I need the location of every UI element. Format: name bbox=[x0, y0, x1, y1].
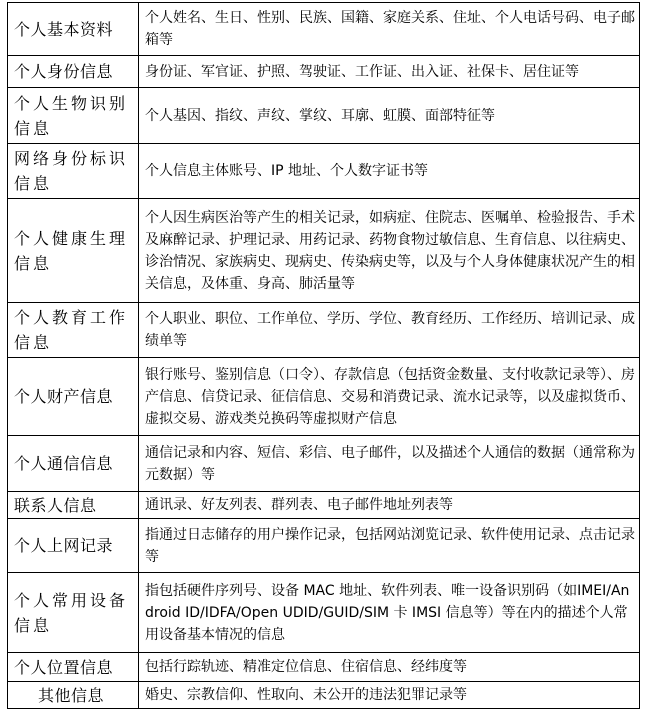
table-row bbox=[8, 573, 640, 653]
table-row bbox=[8, 88, 640, 144]
category-cell bbox=[8, 492, 139, 519]
description-cell bbox=[139, 519, 640, 573]
category-cell bbox=[8, 199, 139, 303]
description-text: 身份证、军官证、护照、驾驶证、工作证、出入证、社保卡、居住证等 bbox=[145, 63, 579, 80]
description-cell bbox=[139, 199, 640, 303]
category-label: 个人健康生理信息 bbox=[14, 228, 129, 273]
category-cell bbox=[8, 3, 139, 56]
category-cell bbox=[8, 682, 139, 709]
description-text: 个人基因、指纹、声纹、掌纹、耳廓、虹膜、面部特征等 bbox=[145, 107, 495, 124]
description-cell bbox=[139, 358, 640, 436]
category-cell bbox=[8, 519, 139, 573]
description-cell bbox=[139, 88, 640, 144]
description-text: 指包括硬件序列号、设备 MAC 地址、软件列表、唯一设备识别码（如IMEI/Android ID/IDFA/Open UDID/GUID/SIM 卡 IMSI 信息等）等在内的描述个人常用设备基本情况的信息 bbox=[145, 582, 630, 643]
description-cell bbox=[139, 492, 640, 519]
description-text: 指通过日志储存的用户操作记录，包括网站浏览记录、软件使用记录、点击记录等 bbox=[145, 526, 635, 565]
description-cell bbox=[139, 3, 640, 56]
description-cell bbox=[139, 303, 640, 358]
description-cell bbox=[139, 653, 640, 682]
category-label: 个人生物识别信息 bbox=[14, 93, 129, 138]
description-text: 个人职业、职位、工作单位、学历、学位、教育经历、工作经历、培训记录、成绩单等 bbox=[145, 311, 635, 349]
description-cell bbox=[139, 573, 640, 653]
description-text: 包括行踪轨迹、精准定位信息、住宿信息、经纬度等 bbox=[145, 659, 467, 675]
personal-info-table-container bbox=[7, 2, 639, 709]
description-cell bbox=[139, 56, 640, 88]
description-text: 个人信息主体账号、IP 地址、个人数字证书等 bbox=[145, 163, 429, 179]
category-cell bbox=[8, 88, 139, 144]
description-text: 个人因生病医治等产生的相关记录，如病症、住院志、医嘱单、检验报告、手术及麻醉记录、护理记录、用药记录、药物食物过敏信息、生育信息、以往病史、诊治情况、家族病史、现病史、传染病史等，以及与个人身体健康状况产生的相关信息，及体重、身高、肺活量等 bbox=[145, 209, 635, 292]
category-label: 个人教育工作信息 bbox=[14, 308, 129, 352]
table-row bbox=[8, 519, 640, 573]
category-cell bbox=[8, 303, 139, 358]
description-cell bbox=[139, 682, 640, 709]
table-row bbox=[8, 436, 640, 492]
category-label: 个人通信信息 bbox=[14, 454, 114, 473]
description-cell bbox=[139, 436, 640, 492]
description-text: 通信记录和内容、短信、彩信、电子邮件，以及描述个人通信的数据（通常称为元数据）等 bbox=[145, 444, 635, 483]
category-label: 个人基本资料 bbox=[14, 19, 114, 39]
category-label: 个人位置信息 bbox=[14, 657, 114, 677]
table-row bbox=[8, 199, 640, 303]
description-text: 通讯录、好友列表、群列表、电子邮件地址列表等 bbox=[145, 497, 453, 513]
category-label: 联系人信息 bbox=[14, 495, 97, 515]
table-row bbox=[8, 56, 640, 88]
table-row bbox=[8, 492, 640, 519]
table-row bbox=[8, 144, 640, 199]
category-label: 个人身份信息 bbox=[14, 62, 114, 81]
table-row bbox=[8, 358, 640, 436]
category-cell bbox=[8, 56, 139, 88]
description-text: 婚史、宗教信仰、性取向、未公开的违法犯罪记录等 bbox=[145, 687, 467, 703]
category-cell bbox=[8, 436, 139, 492]
table-row bbox=[8, 682, 640, 709]
category-label: 个人常用设备信息 bbox=[14, 590, 129, 635]
table-row bbox=[8, 653, 640, 682]
table-row bbox=[8, 3, 640, 56]
table-row bbox=[8, 303, 640, 358]
description-cell bbox=[139, 144, 640, 199]
category-label: 个人上网记录 bbox=[14, 536, 114, 555]
description-text: 个人姓名、生日、性别、民族、国籍、家庭关系、住址、个人电话号码、电子邮箱等 bbox=[145, 10, 635, 48]
category-cell bbox=[8, 144, 139, 199]
personal-info-table bbox=[7, 2, 640, 709]
category-label: 其他信息 bbox=[37, 685, 104, 705]
description-text: 银行账号、鉴别信息（口令）、存款信息（包括资金数量、支付收款记录等）、房产信息、信贷记录、征信信息、交易和消费记录、流水记录等，以及虚拟货币、虚拟交易、游戏类兑换码等虚拟财产信息 bbox=[145, 366, 635, 427]
category-cell bbox=[8, 358, 139, 436]
category-cell bbox=[8, 653, 139, 682]
category-cell bbox=[8, 573, 139, 653]
category-label: 网络身份标识信息 bbox=[14, 149, 129, 193]
category-label: 个人财产信息 bbox=[14, 387, 114, 406]
